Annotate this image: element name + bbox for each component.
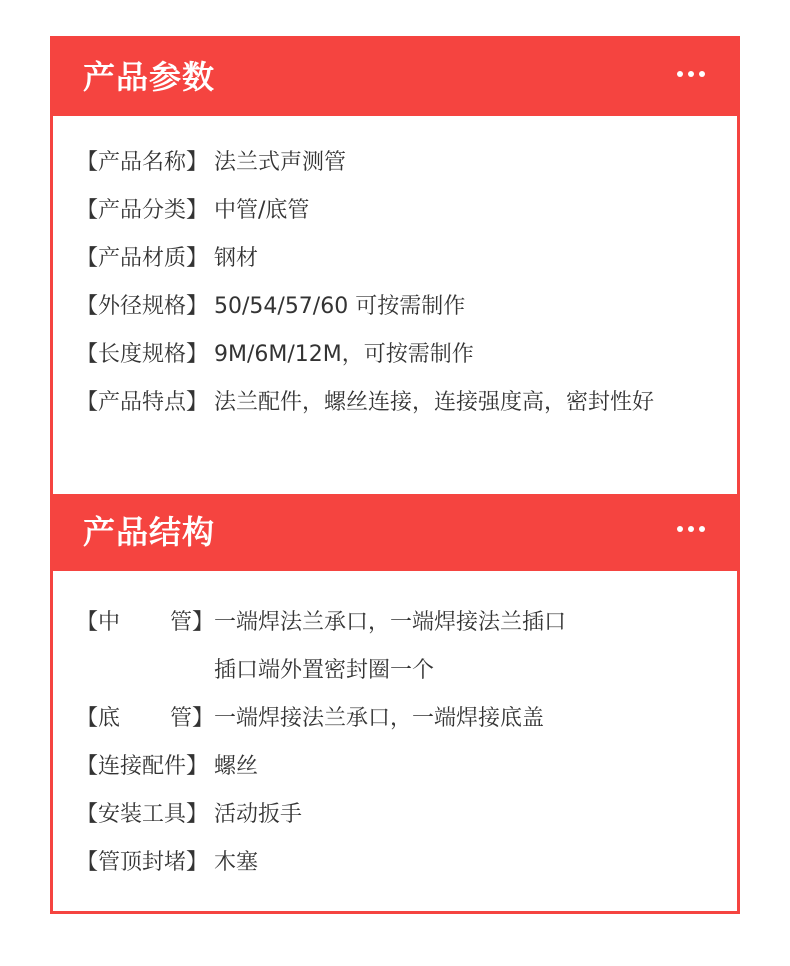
structure-label-empty bbox=[76, 647, 214, 695]
structure-label-left: 【中 bbox=[76, 610, 121, 635]
param-row-name bbox=[76, 139, 716, 187]
more-dots-icon[interactable] bbox=[677, 523, 705, 535]
param-row-diameter bbox=[76, 283, 716, 331]
params-header bbox=[53, 39, 737, 116]
param-label: 【产品材质】 bbox=[76, 246, 209, 271]
param-label: 【长度规格】 bbox=[76, 342, 209, 367]
structure-label-right: 管】 bbox=[169, 610, 214, 635]
more-dots-icon[interactable] bbox=[677, 68, 705, 80]
params-title: 产品参数 bbox=[83, 58, 216, 96]
structure-value: 一端焊接法兰承口，一端焊接底盖 bbox=[214, 706, 545, 731]
param-value: 9M/6M/12M，可按需制作 bbox=[214, 342, 474, 367]
structure-title: 产品结构 bbox=[83, 513, 216, 551]
param-value: 法兰配件，螺丝连接，连接强度高，密封性好 bbox=[214, 390, 655, 415]
structure-label-right: 管】 bbox=[169, 706, 214, 731]
structure-value: 活动扳手 bbox=[214, 802, 303, 827]
structure-row-middle-pipe-cont bbox=[76, 647, 716, 695]
structure-row-fittings bbox=[76, 743, 716, 791]
params-list bbox=[76, 139, 716, 427]
param-row-category bbox=[76, 187, 716, 235]
structure-list bbox=[76, 599, 716, 887]
param-label: 【产品名称】 bbox=[76, 150, 209, 175]
product-card bbox=[50, 36, 740, 914]
param-label: 【产品分类】 bbox=[76, 198, 209, 223]
param-value: 50/54/57/60 可按需制作 bbox=[214, 294, 466, 319]
structure-label bbox=[76, 695, 214, 743]
param-value: 法兰式声测管 bbox=[214, 150, 347, 175]
structure-label: 【连接配件】 bbox=[76, 754, 209, 779]
param-value: 钢材 bbox=[214, 246, 259, 271]
structure-value: 插口端外置密封圈一个 bbox=[214, 658, 435, 683]
param-row-length bbox=[76, 331, 716, 379]
structure-header bbox=[53, 494, 737, 571]
structure-label: 【管顶封堵】 bbox=[76, 850, 209, 875]
structure-row-bottom-pipe bbox=[76, 695, 716, 743]
structure-label bbox=[76, 599, 214, 647]
structure-label: 【安装工具】 bbox=[76, 802, 209, 827]
structure-row-tools bbox=[76, 791, 716, 839]
param-row-material bbox=[76, 235, 716, 283]
param-row-features bbox=[76, 379, 716, 427]
structure-row-middle-pipe bbox=[76, 599, 716, 647]
structure-row-plug bbox=[76, 839, 716, 887]
param-label: 【产品特点】 bbox=[76, 390, 209, 415]
param-value: 中管/底管 bbox=[214, 198, 310, 223]
param-label: 【外径规格】 bbox=[76, 294, 209, 319]
structure-value: 一端焊法兰承口，一端焊接法兰插口 bbox=[214, 610, 567, 635]
structure-label-left: 【底 bbox=[76, 706, 121, 731]
structure-value: 螺丝 bbox=[214, 754, 259, 779]
structure-value: 木塞 bbox=[214, 850, 259, 875]
